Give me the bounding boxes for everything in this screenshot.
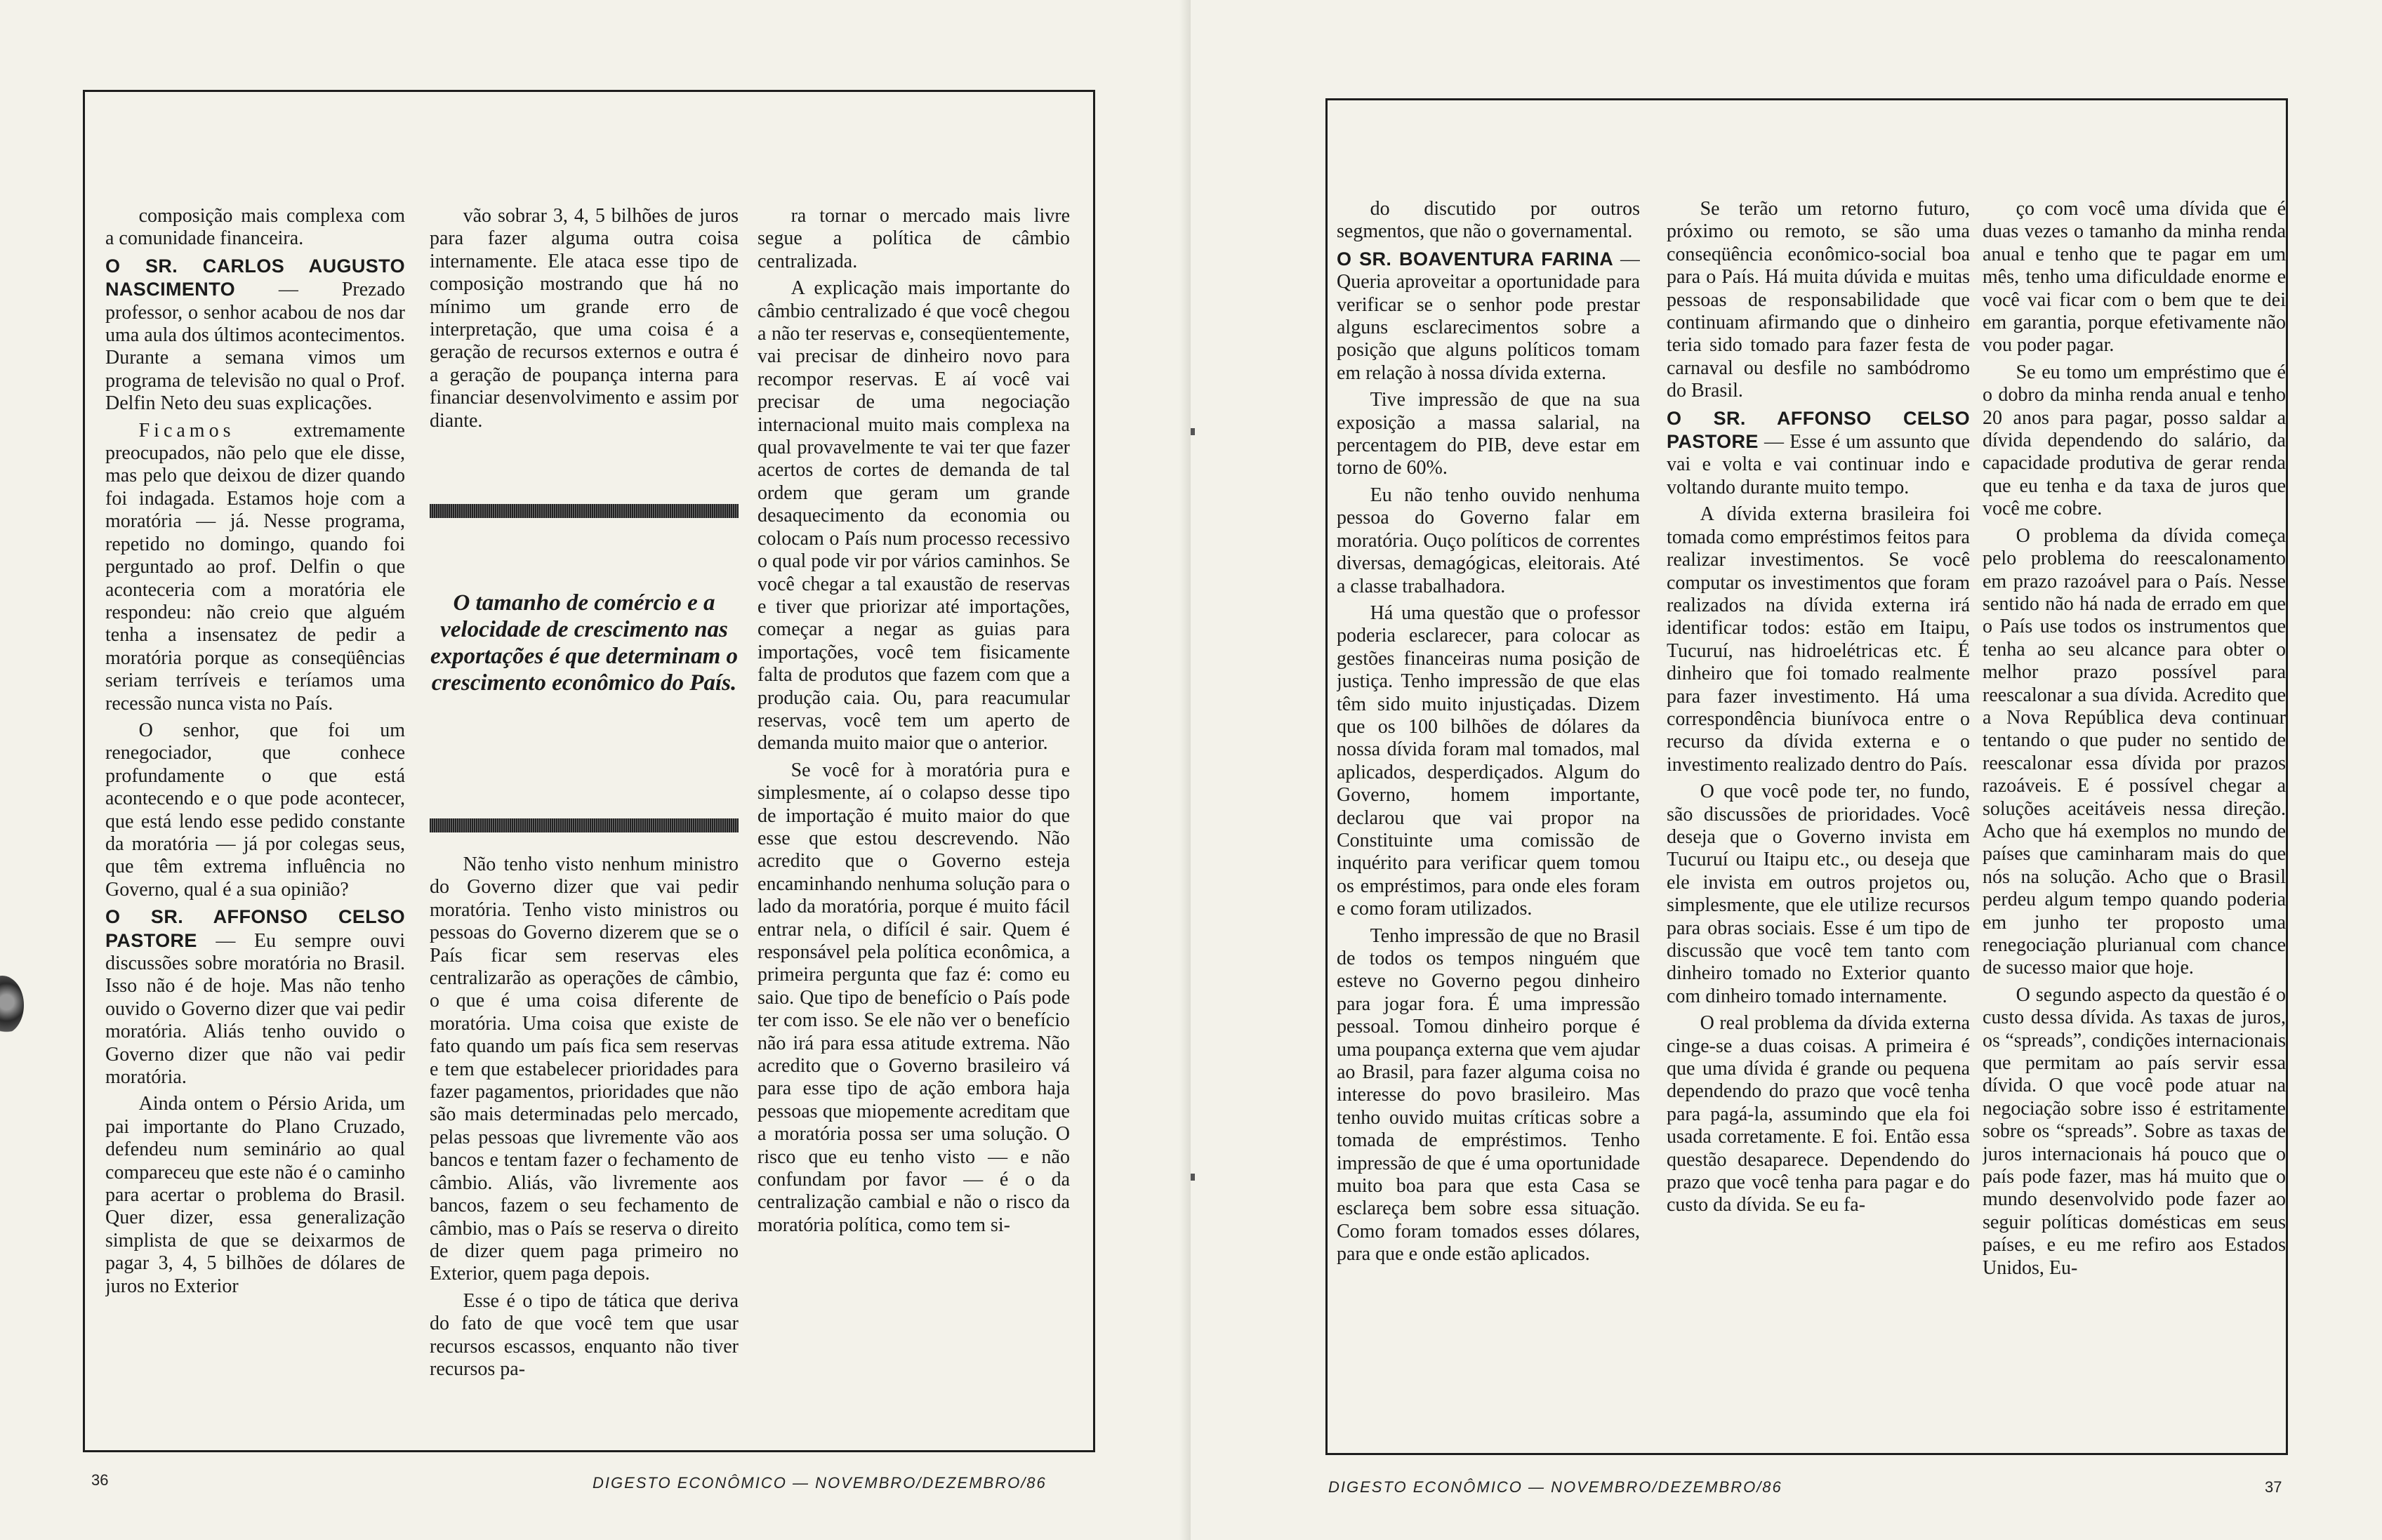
paragraph: Tive impressão de que na sua exposição a massa salarial, na percentagem do PIB, deve estar em torno de 60%. bbox=[1337, 389, 1640, 479]
right-column-2 bbox=[1667, 198, 1970, 1447]
paragraph: Ainda ontem o Pérsio Arida, um pai importante do Plano Cruzado, defendeu num seminário ao qual compareceu que este não é o caminho para acertar o problema do Brasil. Quer dizer, essa generalização simplista de que se deixarmos de pagar 3, 4, 5 bilhões de dólares de juros no Exterior bbox=[105, 1093, 405, 1297]
right-page bbox=[1191, 0, 2382, 1540]
paragraph: composição mais complexa com a comunidade financeira. bbox=[105, 205, 405, 250]
paragraph: ço com você uma dívida que é duas vezes o tamanho da minha renda anual e tenho que te pagar em um mês, tenho uma dificuldade enorme e você vai ficar com o bem que te dei em garantia, porque efetivamente não vou poder pagar. bbox=[1983, 198, 2286, 357]
speaker-name: O SR. BOAVENTURA FARINA bbox=[1337, 248, 1614, 270]
paragraph: Eu não tenho ouvido nenhuma pessoa do Governo falar em moratória. Ouço políticos de correntes diversas, demagógicas, eleitorais. Até a classe trabalhadora. bbox=[1337, 484, 1640, 597]
paragraph: Se eu tomo um empréstimo que é o dobro da minha renda anual e tenho 20 anos para pagar, posso saldar a dívida dependendo do salário, da capacidade produtiva de gerar renda que eu tenha e da taxa de juros que você me cobre. bbox=[1983, 361, 2286, 520]
paragraph: O segundo aspecto da questão é o custo dessa dívida. As taxas de juros, os “spreads”, condições internacionais que permitam ao país servir essa dívida. O que você pode atuar na negociação sobre isso é estritamente sobre os “spreads”. Sobre as taxas de juros internacionais há pouco que o país pode fazer, mas há muito que o mundo desenvolvido pode fazer ao seguir políticas domésticas em seus países, e eu me refiro aos Estados Unidos, Eu- bbox=[1983, 983, 2286, 1279]
paragraph: ra tornar o mercado mais livre segue a política de câmbio centralizada. bbox=[757, 205, 1070, 272]
edge-mark bbox=[1191, 1174, 1195, 1181]
paragraph: O senhor, que foi um renegociador, que conhece profundamente o que está acontecendo e o que pode acontecer, que está lendo esse pedido constante da moratória — já por colegas seus, que têm extrema influência no Governo, qual é a sua opinião? bbox=[105, 719, 405, 901]
speaker-name: O SR. CARLOS AUGUSTO NASCIMENTO bbox=[105, 255, 405, 300]
paragraph: O que você pode ter, no fundo, são discussões de prioridades. Você deseja que o Governo invista em Tucuruí ou Itaipu etc., ou deseja que ele invista em outros projetos ou, simplesmente, que ele utilize recursos para obras sociais. Esse é um tipo de discussão que você tem tanto com dinheiro tomado no Exterior quanto com dinheiro tomado internamente. bbox=[1667, 781, 1970, 1007]
paragraph: Se terão um retorno futuro, próximo ou remoto, se são uma conseqüência econômico-social boa para o País. Há muita dúvida e muitas pessoas de responsabilidade que continuam afirmando que o dinheiro teria sido tomado para fazer festa de carnaval ou desfile no sambódromo do Brasil. bbox=[1667, 198, 1970, 402]
spaced-word: Ficamos bbox=[138, 419, 235, 442]
paragraph-text: extremamente preocupados, não pelo que ele disse, mas pelo que deixou de dizer quando foi indagada. Estamos hoje com a moratória — já. Nesse programa, repetido no domingo, quando foi perguntado ao prof. Delfin o que aconteceria com a moratória ele respondeu: não creio que alguém tenha a insensatez de pedir a moratória porque as conseqüências seriam terríveis e teríamos uma recessão nunca vista no País. bbox=[105, 419, 405, 715]
paragraph bbox=[105, 420, 405, 715]
paragraph: A dívida externa brasileira foi tomada como empréstimos feitos para realizar investimentos. Se você computar os investimentos que foram realizados na dívida externa irá identificar todos: estão em Itaipu, Tucuruí, nas hidroelétricas etc. É dinheiro que foi tomado realmente para fazer investimento. Há uma correspondência biunívoca entre o recurso da dívida externa e o investimento realizado dentro do País. bbox=[1667, 503, 1970, 776]
left-column-1 bbox=[105, 205, 405, 1447]
paragraph: Tenho impressão de que no Brasil de todos os tempos ninguém que esteve no Governo pegou dinheiro para jogar fora. É uma impressão pessoal. Tomou dinheiro porque é uma poupança externa que vem ajudar ao Brasil, para fazer alguma coisa no interesse do povo brasileiro. Mas tenho ouvido muitas críticas sobre a tomada de empréstimos. Tenho impressão de que é uma oportunidade muito boa para que esta Casa se esclareça bem sobre essa situação. Como foram tomados esses dólares, para que e onde estão aplicados. bbox=[1337, 924, 1640, 1266]
paragraph: O real problema da dívida externa cinge-se a duas coisas. A primeira é que uma dívida é grande ou pequena dependendo do prazo que você tenha para pagá-la, assumindo que ela foi usada corretamente. E foi. Então essa questão desaparece. Dependendo do prazo que você tenha para pagar e do custo da dívida. Se eu fa- bbox=[1667, 1012, 1970, 1216]
page-number-left: 36 bbox=[91, 1471, 109, 1489]
pull-quote-rule-top bbox=[430, 504, 739, 518]
paragraph: Não tenho visto nenhum ministro do Governo dizer que vai pedir moratória. Tenho visto ministros ou pessoas do Governo dizerem que se o País ficar sem reservas eles centralizarão as operações de câmbio, o que é uma coisa diferente de moratória. Uma coisa que existe de fato quando um país fica sem reservas e tem que estabelecer prioridades para fazer pagamentos, prioridades que não são mais determinadas pelo mercado, pelas pessoas que livremente vão aos bancos e tentam fazer o fechamento de câmbio. Aliás, vão livremente aos bancos, fazem o seu fechamento de câmbio, mas o País se reserva o direito de dizer quem paga primeiro no Exterior, quem paga depois. bbox=[430, 854, 739, 1285]
paragraph: Esse é o tipo de tática que deriva do fato de que você tem que usar recursos escassos, enquanto não tiver recursos pa- bbox=[430, 1289, 739, 1380]
speaker-name: O SR. AFFONSO CELSO PASTORE bbox=[1667, 407, 1970, 453]
paragraph: O problema da dívida começa pelo problema do reescalonamento em prazo razoável para o País. Nesse sentido não há nada de errado em que o País use todos os instrumentos que tenha ao seu alcance para obter o melhor prazo possível para reescalonar a sua dívida. Acredito que a Nova República deva continuar tentando o que puder no sentido de reescalonar essa dívida por prazos razoáveis. E é possível chegar a soluções aceitáveis nessa direção. Acho que há exemplos no mundo de países que caminharam mais do que nós na solução. Acho que o Brasil perdeu algum tempo quando poderia em junho ter proposto uma renegociação plurianual com chance de sucesso maior que hoje. bbox=[1983, 524, 2286, 979]
pull-quote-rule-bottom bbox=[430, 818, 739, 832]
paragraph: A explicação mais importante do câmbio centralizado é que você chegou a não ter reservas e, conseqüentemente, vai precisar de dinheiro novo para recompor reservas. E aí você vai precisar de uma negociação internacional muito mais complexa na qual provavelmente te vai ter que fazer acertos de cortes de demanda de tal ordem que geram um grande desaquecimento da economia ou colocam o País num processo recessivo o qual pode vir por vários caminhos. Se você chegar a tal exaustão de reservas e tiver que priorizar até importações, começar a negar as guias para importações, você tem fisicamente falta de produtos que fazem com que a produção caia. Ou, para reacumular reservas, você tem um aperto de demanda muito maior que o anterior. bbox=[757, 277, 1070, 755]
footer-right: DIGESTO ECONÔMICO — NOVEMBRO/DEZEMBRO/86 bbox=[1328, 1478, 1782, 1496]
paragraph bbox=[1667, 407, 1970, 500]
paragraph: vão sobrar 3, 4, 5 bilhões de juros para fazer alguma outra coisa internamente. Ele ataca esse tipo de composição mostrando que há no mínimo um grande erro de interpretação, que uma coisa é a geração de recursos externos e outra é a geração de poupança interna para financiar desenvolvimento e assim por diante. bbox=[430, 205, 739, 432]
paragraph: Se você for à moratória pura e simplesmente, aí o colapso desse tipo de importação é muito maior do que esse que estou descrevendo. Não acredito que o Governo esteja encaminhando nenhuma solução para o lado da moratória, porque é muito fácil entrar nela, o difícil é sair. Quem é responsável pela política econômica, a primeira pergunta que faz é: como eu saio. Que tipo de benefício o País pode ter com isso. Se ele não ver o benefício não irá para essa atitude extrema. Não acredito que o Governo brasileiro vá para esse tipo de ação embora haja pessoas que miopemente acreditam que a moratória possa ser uma solução. O risco que eu tenho visto — e não confundam por favor — é o da centralização cambial e não o risco da moratória política, como tem si- bbox=[757, 759, 1070, 1236]
edge-mark bbox=[1191, 428, 1195, 435]
right-column-3 bbox=[1983, 198, 2286, 1447]
footer-left: DIGESTO ECONÔMICO — NOVEMBRO/DEZEMBRO/86 bbox=[593, 1474, 1047, 1492]
left-column-2-bottom bbox=[430, 854, 739, 1447]
paragraph bbox=[105, 255, 405, 416]
paragraph-text: — Queria aproveitar a oportunidade para verificar se o senhor pode prestar alguns esclarecimentos sobre a posição que alguns políticos tomam em relação à nossa dívida externa. bbox=[1337, 248, 1640, 384]
pull-quote: O tamanho de comércio e a velocidade de crescimento nas exportações é que determinam o crescimento econômico do País. bbox=[430, 590, 739, 696]
paragraph: do discutido por outros segmentos, que não o governamental. bbox=[1337, 198, 1640, 243]
left-column-3 bbox=[757, 205, 1070, 1447]
page-number-right: 37 bbox=[2265, 1478, 2282, 1496]
left-column-2-top bbox=[430, 205, 739, 486]
paragraph-text: — Eu sempre ouvi discussões sobre moratória no Brasil. Isso não é de hoje. Mas não tenho ouvido o Governo dizer que vai pedir moratória. Aliás tenho ouvido o Governo dizer que não vai pedir moratória. bbox=[105, 929, 405, 1089]
paragraph-text: — Prezado professor, o senhor acabou de nos dar uma aula dos últimos acontecimentos. Durante a semana vimos um programa de televisão no qual o Prof. Delfin Neto deu suas explicações. bbox=[105, 279, 405, 415]
paragraph-text: — Esse é um assunto que vai e volta e vai continuar indo e voltando durante muito tempo. bbox=[1667, 431, 1970, 498]
paragraph bbox=[1337, 248, 1640, 385]
speaker-name: O SR. AFFONSO CELSO PASTORE bbox=[105, 906, 405, 951]
right-column-1 bbox=[1337, 198, 1640, 1447]
paragraph bbox=[105, 905, 405, 1089]
paragraph: Há uma questão que o professor poderia esclarecer, para colocar as gestões financeiras numa posição de justiça. Tenho impressão de que elas têm sido muito injustiçadas. Dizem que os 100 bilhões de dólares da nossa dívida foram mal tomados, mal aplicados, desperdiçados. Algum do Governo, homem importante, declarou que vai propor na Constituinte uma comissão de inquérito para verificar quem tomou os empréstimos, para onde eles foram e como foram utilizados. bbox=[1337, 602, 1640, 920]
binder-hole bbox=[0, 976, 24, 1035]
